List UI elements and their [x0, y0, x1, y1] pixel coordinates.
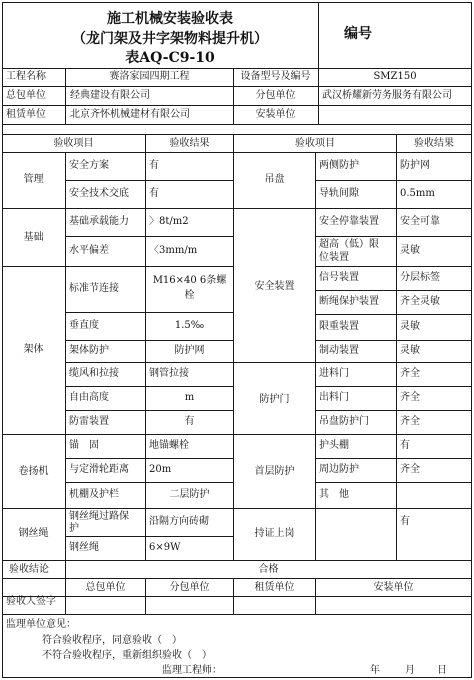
- left-row-item-cont: 护: [69, 523, 79, 534]
- group-guard-doors: 防护门: [259, 394, 290, 405]
- right-row-result: 有: [400, 440, 410, 451]
- left-row-result: 1.5‰: [174, 320, 205, 331]
- hl-10: [2, 434, 233, 435]
- conclusion-label: 验收结论: [9, 564, 49, 575]
- group-winch: 卷扬机: [18, 466, 49, 477]
- group-safety-devices: 安全装置: [254, 281, 295, 292]
- right-row-item: 制动装置: [319, 345, 359, 356]
- left-row-result: 钢管拉接: [149, 368, 189, 379]
- h-105: [2, 105, 471, 106]
- sub-value: 武汉桥耀新劳务服务有限公司: [322, 90, 452, 101]
- gc-label: 总包单位: [6, 90, 46, 101]
- signature-install: 安装单位: [373, 582, 414, 593]
- left-row-item: 钢丝绳: [69, 542, 99, 553]
- h-134: [2, 134, 471, 135]
- lease-value: 北京齐怀机械建材有限公司: [70, 109, 190, 120]
- right-row-item: 其 他: [319, 489, 349, 500]
- h-614: [2, 614, 471, 615]
- hr-1: [315, 180, 471, 181]
- h-596: [2, 596, 471, 597]
- sub-label: 分包单位: [255, 90, 296, 101]
- hr-13: [315, 482, 471, 483]
- left-row-result: 防护网: [174, 345, 205, 356]
- border-bottom: [2, 677, 471, 678]
- hl-3: [65, 236, 233, 237]
- left-row-result-cont: 栓: [184, 290, 195, 301]
- right-row-result: 灵敏: [400, 245, 420, 256]
- supervision-label: 监理单位意见：: [6, 619, 76, 630]
- project-label: 工程名称: [6, 71, 46, 82]
- v-center: [233, 134, 234, 560]
- hl-11: [65, 458, 233, 459]
- right-row-item: 进料门: [319, 368, 349, 379]
- right-row-result: 安全可靠: [400, 216, 440, 227]
- hl-5: [65, 312, 233, 313]
- number-label: 编号: [344, 26, 372, 42]
- left-row-result: 〉8t/m2: [149, 216, 189, 227]
- hl-14: [65, 536, 233, 537]
- supervision-option-reject: 不符合验收程序，重新组织验收（ ）: [42, 650, 212, 661]
- left-row-result: 〈3mm/m: [149, 245, 198, 256]
- right-row-result: 灵敏: [400, 345, 420, 356]
- left-row-item: 钢丝绳过路保: [69, 511, 129, 522]
- right-row-item: 信号装置: [319, 272, 359, 283]
- install-label: 安装单位: [255, 109, 296, 120]
- supervision-day: 日: [437, 665, 447, 676]
- left-row-result: 二层防护: [169, 489, 210, 500]
- hr-5: [315, 290, 471, 291]
- hr-3: [315, 236, 471, 237]
- right-row-item: 断绳保护装置: [319, 296, 379, 307]
- group-management: 管理: [23, 174, 44, 185]
- group-cage: 吊盘: [264, 174, 285, 185]
- right-row-item: 超高（低）限: [319, 239, 379, 250]
- signature-lease: 租赁单位: [254, 582, 295, 593]
- hr-6: [315, 314, 471, 315]
- left-row-item: 锚 固: [69, 440, 99, 451]
- gc-value: 经典建设有限公司: [70, 90, 150, 101]
- left-row-item: 垂直度: [69, 320, 99, 331]
- left-row-result: 有: [184, 416, 195, 427]
- left-row-item: 防雷装置: [69, 416, 109, 427]
- h-152: [2, 152, 471, 153]
- right-row-item-cont: 位装置: [319, 252, 349, 263]
- right-row-item: 限重装置: [319, 321, 359, 332]
- left-row-item: 标准节连接: [69, 283, 119, 294]
- hr-11: [233, 434, 471, 435]
- hr-4: [315, 266, 471, 267]
- hr-12: [315, 458, 471, 459]
- right-row-result: 防护网: [400, 160, 430, 171]
- right-row-result: 分层标签: [400, 272, 440, 283]
- form-code: 表AQ-C9-10: [125, 50, 215, 66]
- group-wire-rope: 钢丝绳: [18, 528, 49, 539]
- right-row-result: 灵敏: [400, 321, 420, 332]
- right-row-result: 齐全: [400, 416, 420, 427]
- hl-8: [65, 386, 233, 387]
- h-68: [2, 68, 471, 69]
- left-row-item: 自由高度: [69, 392, 109, 403]
- hl-13: [2, 508, 233, 509]
- right-row-item: 护头棚: [319, 440, 349, 451]
- left-row-item: 水平偏差: [69, 245, 109, 256]
- right-row-result: 有: [400, 516, 410, 527]
- group-frame: 架体: [23, 344, 44, 355]
- hr-10: [315, 410, 471, 411]
- border-left: [2, 2, 3, 678]
- left-row-item: 安全方案: [69, 160, 109, 171]
- left-row-item: 基础承载能力: [69, 216, 129, 227]
- hl-1: [65, 180, 233, 181]
- hl-2: [2, 208, 233, 209]
- hl-4: [2, 266, 233, 267]
- supervision-month: 月: [405, 665, 415, 676]
- left-row-result: M16×40 6条螺: [152, 275, 227, 286]
- right-row-item: 两侧防护: [319, 160, 359, 171]
- v-group-right: [315, 152, 316, 560]
- hr-2: [233, 208, 471, 209]
- border-right: [471, 2, 472, 678]
- signature-sub: 分包单位: [169, 582, 210, 593]
- header-result-right: 验收结果: [414, 138, 454, 149]
- hl-6: [65, 340, 233, 341]
- left-row-item: 与定滑轮距离: [69, 464, 129, 475]
- supervision-option-approve: 符合验收程序，同意验收（ ）: [42, 635, 182, 646]
- group-ground-protection: 首层防护: [254, 466, 295, 477]
- h-578: [2, 578, 471, 579]
- lease-label: 租赁单位: [6, 109, 46, 120]
- left-row-result: 有: [149, 160, 159, 171]
- right-row-result: 齐全: [400, 392, 420, 403]
- left-row-result: m: [184, 392, 195, 403]
- left-row-item: 架体防护: [69, 345, 109, 356]
- left-row-result: 沿隔方向砖砌: [149, 516, 209, 527]
- model-label: 设备型号及编号: [240, 71, 311, 82]
- right-row-item: 安全停靠装置: [319, 216, 379, 227]
- hr-14: [233, 508, 471, 509]
- signature-label: 验收人签字: [6, 596, 56, 607]
- signature-gc: 总包单位: [85, 582, 126, 593]
- right-row-item: 吊盘防护门: [319, 416, 369, 427]
- left-row-result: 有: [149, 188, 159, 199]
- group-foundation: 基础: [23, 232, 44, 243]
- form-subtitle: （龙门架及井字架物料提升机）: [72, 31, 268, 47]
- project-value: 赛洛家园四期工程: [109, 71, 190, 82]
- left-row-result: 20m: [149, 464, 172, 475]
- header-item-right: 验收项目: [295, 138, 335, 149]
- right-row-result: 齐全灵敏: [400, 296, 440, 307]
- supervision-engineer: 监理工程师：: [162, 665, 222, 676]
- group-certification: 持证上岗: [254, 528, 295, 539]
- hl-9: [65, 410, 233, 411]
- right-row-item: 导轨间隙: [319, 188, 359, 199]
- right-row-result: 齐全: [400, 464, 420, 475]
- right-row-item: 出料门: [319, 392, 349, 403]
- hl-12: [65, 482, 233, 483]
- left-row-item: 机棚及护栏: [69, 489, 119, 500]
- left-row-item: 安全技术交底: [69, 188, 129, 199]
- header-result-left: 验收结果: [169, 138, 210, 149]
- hl-7: [65, 362, 233, 363]
- v-group-left: [65, 152, 66, 560]
- supervision-year: 年: [370, 665, 380, 676]
- v-item-right: [396, 134, 397, 560]
- left-row-item: 缆风和拉接: [69, 368, 119, 379]
- hr-8: [233, 362, 471, 363]
- right-row-item: 周边防护: [319, 464, 359, 475]
- hr-9: [315, 386, 471, 387]
- left-row-result: 6×9W: [149, 542, 181, 553]
- border-top: [2, 2, 471, 3]
- header-item-left: 验收项目: [53, 138, 94, 149]
- h-124: [2, 124, 471, 125]
- h-560: [2, 560, 471, 561]
- model-value: SMZ150: [373, 71, 417, 82]
- h-86: [2, 86, 471, 87]
- left-row-result: 地锚螺栓: [149, 440, 189, 451]
- conclusion-value: 合格: [258, 564, 279, 575]
- right-row-result: 齐全: [400, 368, 420, 379]
- right-row-result: 0.5mm: [400, 188, 435, 199]
- form-title: 施工机械安装验收表: [107, 11, 233, 27]
- hr-7: [315, 340, 471, 341]
